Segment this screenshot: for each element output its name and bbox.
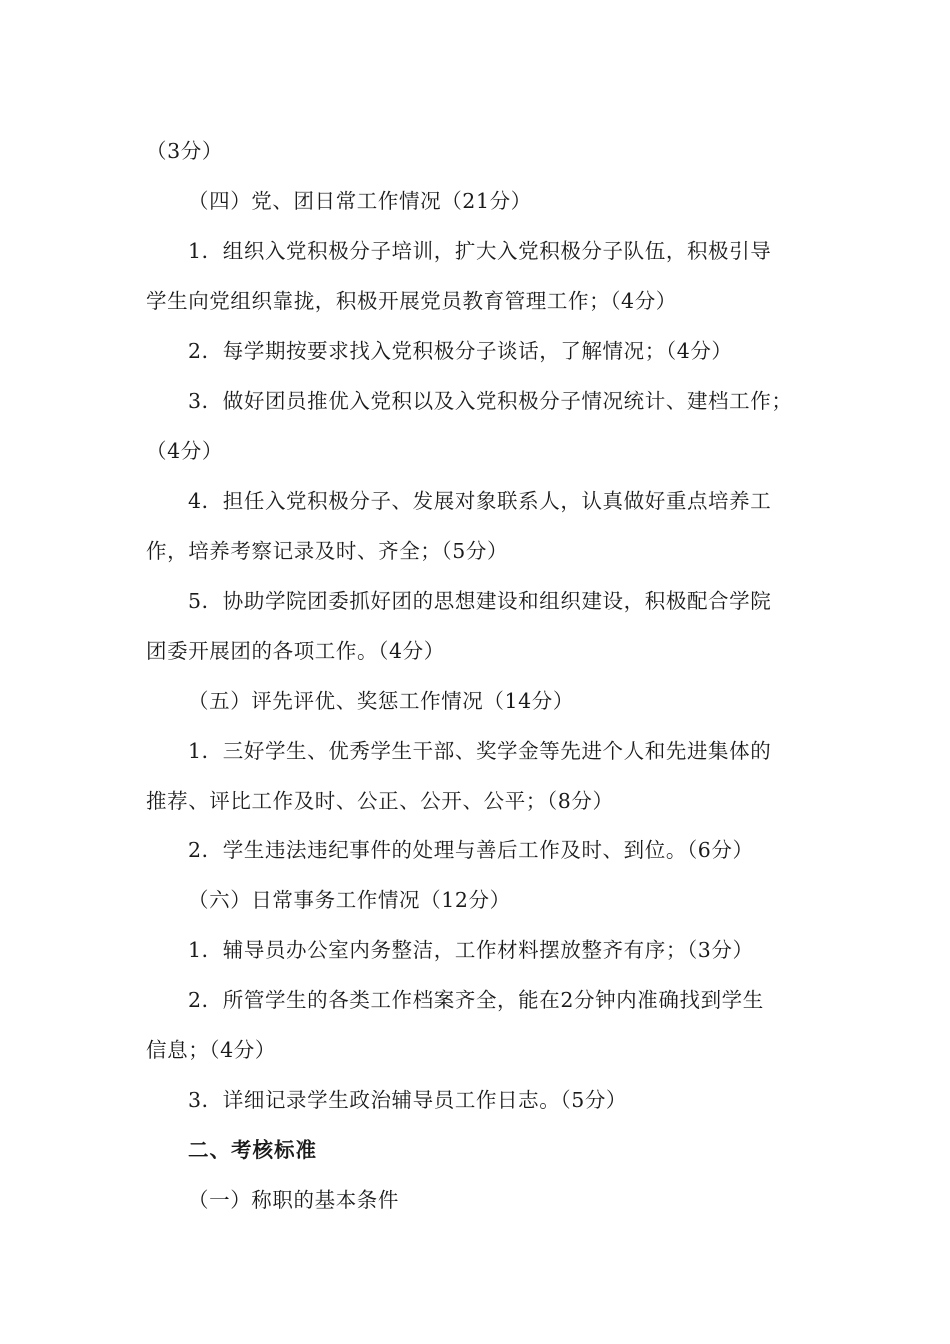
text-line: 3．详细记录学生政治辅导员工作日志。（5分） bbox=[188, 1088, 628, 1112]
text-line: 3．做好团员推优入党积以及入党积极分子情况统计、建档工作； bbox=[188, 389, 793, 413]
text-line: 1．辅导员办公室内务整洁，工作材料摆放整齐有序；（3分） bbox=[188, 938, 754, 962]
section-heading-five: （五）评先评优、奖惩工作情况（14分） bbox=[188, 689, 574, 713]
text-line: 信息；（4分） bbox=[146, 1038, 276, 1062]
text-line: 学生向党组织靠拢，积极开展党员教育管理工作；（4分） bbox=[146, 289, 677, 313]
subsection-heading-one: （一）称职的基本条件 bbox=[188, 1188, 399, 1212]
section-heading-six: （六）日常事务工作情况（12分） bbox=[188, 888, 511, 912]
text-line: 推荐、评比工作及时、公正、公开、公平；（8分） bbox=[146, 789, 614, 813]
text-line: 1．三好学生、优秀学生干部、奖学金等先进个人和先进集体的 bbox=[188, 739, 772, 763]
text-line: 2．学生违法违纪事件的处理与善后工作及时、到位。（6分） bbox=[188, 838, 754, 862]
text-line: 2．所管学生的各类工作档案齐全，能在2分钟内准确找到学生 bbox=[188, 988, 764, 1012]
text-line: 2．每学期按要求找入党积极分子谈话，了解情况；（4分） bbox=[188, 339, 733, 363]
text-line: 作，培养考察记录及时、齐全；（5分） bbox=[146, 539, 509, 563]
text-line: 4．担任入党积极分子、发展对象联系人，认真做好重点培养工 bbox=[188, 489, 772, 513]
text-line: 团委开展团的各项工作。（4分） bbox=[146, 639, 445, 663]
section-heading-four: （四）党、团日常工作情况（21分） bbox=[188, 189, 532, 213]
chapter-heading-two: 二、考核标准 bbox=[188, 1138, 317, 1162]
text-line: 5．协助学院团委抓好团的思想建设和组织建设，积极配合学院 bbox=[188, 589, 772, 613]
text-line: （4分） bbox=[146, 439, 223, 463]
text-line: （3分） bbox=[146, 139, 223, 163]
text-line: 1．组织入党积极分子培训，扩大入党积极分子队伍，积极引导 bbox=[188, 239, 772, 263]
